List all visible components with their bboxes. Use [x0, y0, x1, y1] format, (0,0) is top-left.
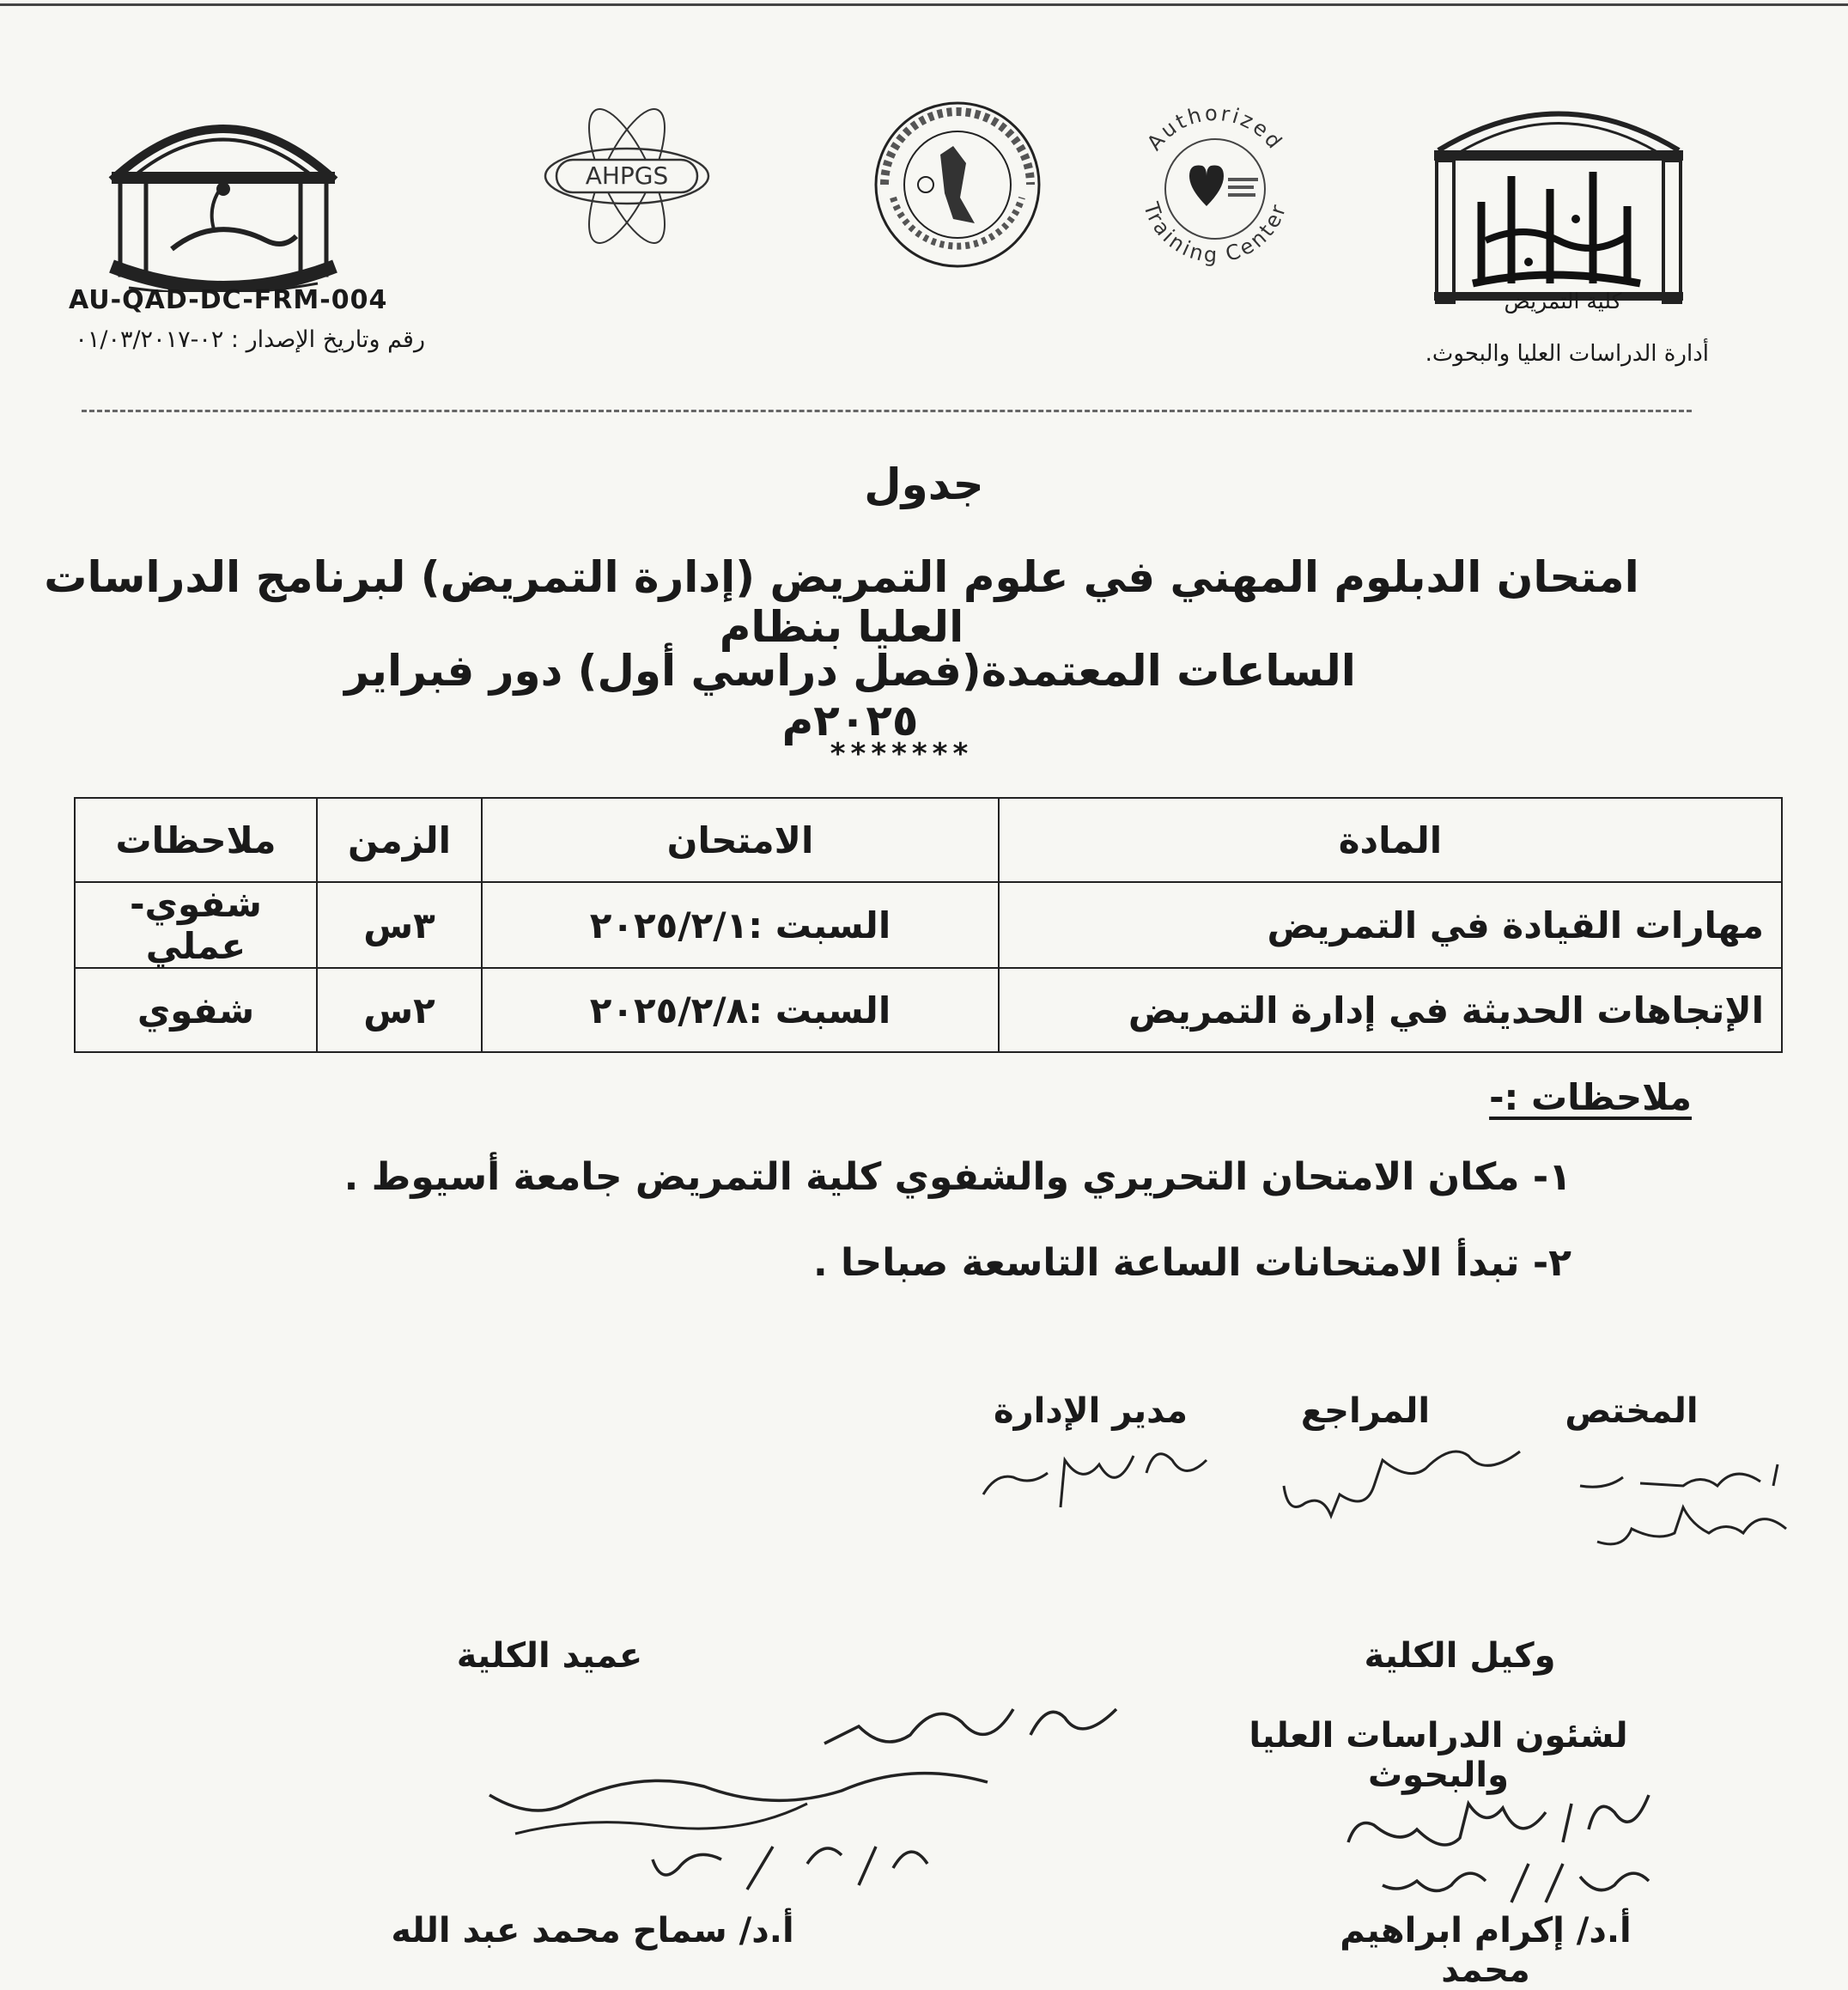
header-subject: المادة: [999, 798, 1782, 882]
cell-exam: السبت :٢٠٢٥/٢/١: [482, 882, 999, 968]
vice-dean-signature-icon: [1288, 1778, 1683, 1915]
vice-dean-name: أ.د/ إكرام ابراهيم محمد: [1340, 1911, 1632, 1990]
cell-subject: الإتجاهات الحديثة في إدارة التمريض: [999, 968, 1782, 1052]
page-title: جدول: [864, 459, 984, 509]
signature-label-manager: مدير الإدارة: [993, 1391, 1188, 1431]
title-stars: *******: [830, 737, 974, 771]
header-divider: [82, 410, 1692, 412]
faculty-emblem-icon: [94, 86, 352, 292]
table-header-row: [75, 798, 1782, 882]
signature-label-dean: عميد الكلية: [456, 1636, 643, 1676]
cell-subject: مهارات القيادة في التمريض: [999, 882, 1782, 968]
aha-bottom-text: Training Center: [1139, 199, 1292, 268]
department-name: أدارة الدراسات العليا والبحوث.: [1425, 341, 1709, 367]
cell-notes: شفوي-عملي: [75, 882, 317, 968]
exam-schedule-table: [74, 797, 1783, 1053]
header-notes: ملاحظات: [75, 798, 317, 882]
reviewer-signature-icon: [1271, 1434, 1529, 1529]
dean-name: أ.د/ سماح محمد عبد الله: [391, 1911, 794, 1950]
notes-heading: [1374, 1076, 1692, 1118]
aha-top-text: Authorized: [1142, 100, 1288, 155]
manager-signature-icon: [979, 1434, 1219, 1529]
note-item: ١- مكان الامتحان التحريري والشفوي كلية التمريض جامعة أسيوط .: [343, 1155, 1571, 1199]
cell-notes: شفوي: [75, 968, 317, 1052]
cell-time: ٣س: [317, 882, 482, 968]
assiut-university-logo-icon: [1421, 90, 1696, 309]
table-row: [75, 968, 1782, 1052]
naqaae-seal-icon: [859, 94, 1056, 275]
svg-text:Training Center: [1139, 198, 1292, 267]
title-line-1: امتحان الدبلوم المهني في علوم التمريض (إدارة التمريض) لبرنامج الدراسات العليا بنظام: [44, 552, 1639, 652]
cell-exam: السبت :٢٠٢٥/٢/٨: [482, 968, 999, 1052]
ahpgs-logo-icon: [541, 94, 713, 258]
svg-text:Authorized: [1142, 101, 1288, 155]
table-row: [75, 882, 1782, 968]
header-time: الزمن: [317, 798, 482, 882]
issue-number-date: رقم وتاريخ الإصدار : ٠٢-٠١/٠٣/٢٠١٧: [75, 326, 425, 353]
form-code: AU-QAD-DC-FRM-004: [69, 285, 388, 315]
note-item: ٢- تبدأ الامتحانات الساعة التاسعة صباحا .: [812, 1241, 1571, 1285]
notes-heading-text: ملاحظات :-: [1489, 1076, 1692, 1118]
signature-label-specialist: المختص: [1565, 1391, 1699, 1431]
signature-label-reviewer: المراجع: [1300, 1391, 1431, 1431]
title-line-2: الساعات المعتمدة(فصل دراسي أول) دور فبراير ٢٠٢٥م: [344, 646, 1356, 745]
signature-label-vice-dean: وكيل الكلية: [1364, 1636, 1556, 1676]
cell-time: ٢س: [317, 968, 482, 1052]
ahpgs-logo-text: AHPGS: [585, 161, 669, 190]
dean-signature-icon: [481, 1683, 1134, 1907]
top-border-line: [0, 3, 1848, 6]
specialist-signature-icon: [1546, 1447, 1795, 1559]
header-exam: الامتحان: [482, 798, 999, 882]
aha-training-center-icon: [1121, 99, 1310, 279]
signature-label-vice-dean-sub: لشئون الدراسات العليا والبحوث: [1249, 1716, 1628, 1795]
faculty-name: كلية التمريض: [1504, 289, 1622, 313]
